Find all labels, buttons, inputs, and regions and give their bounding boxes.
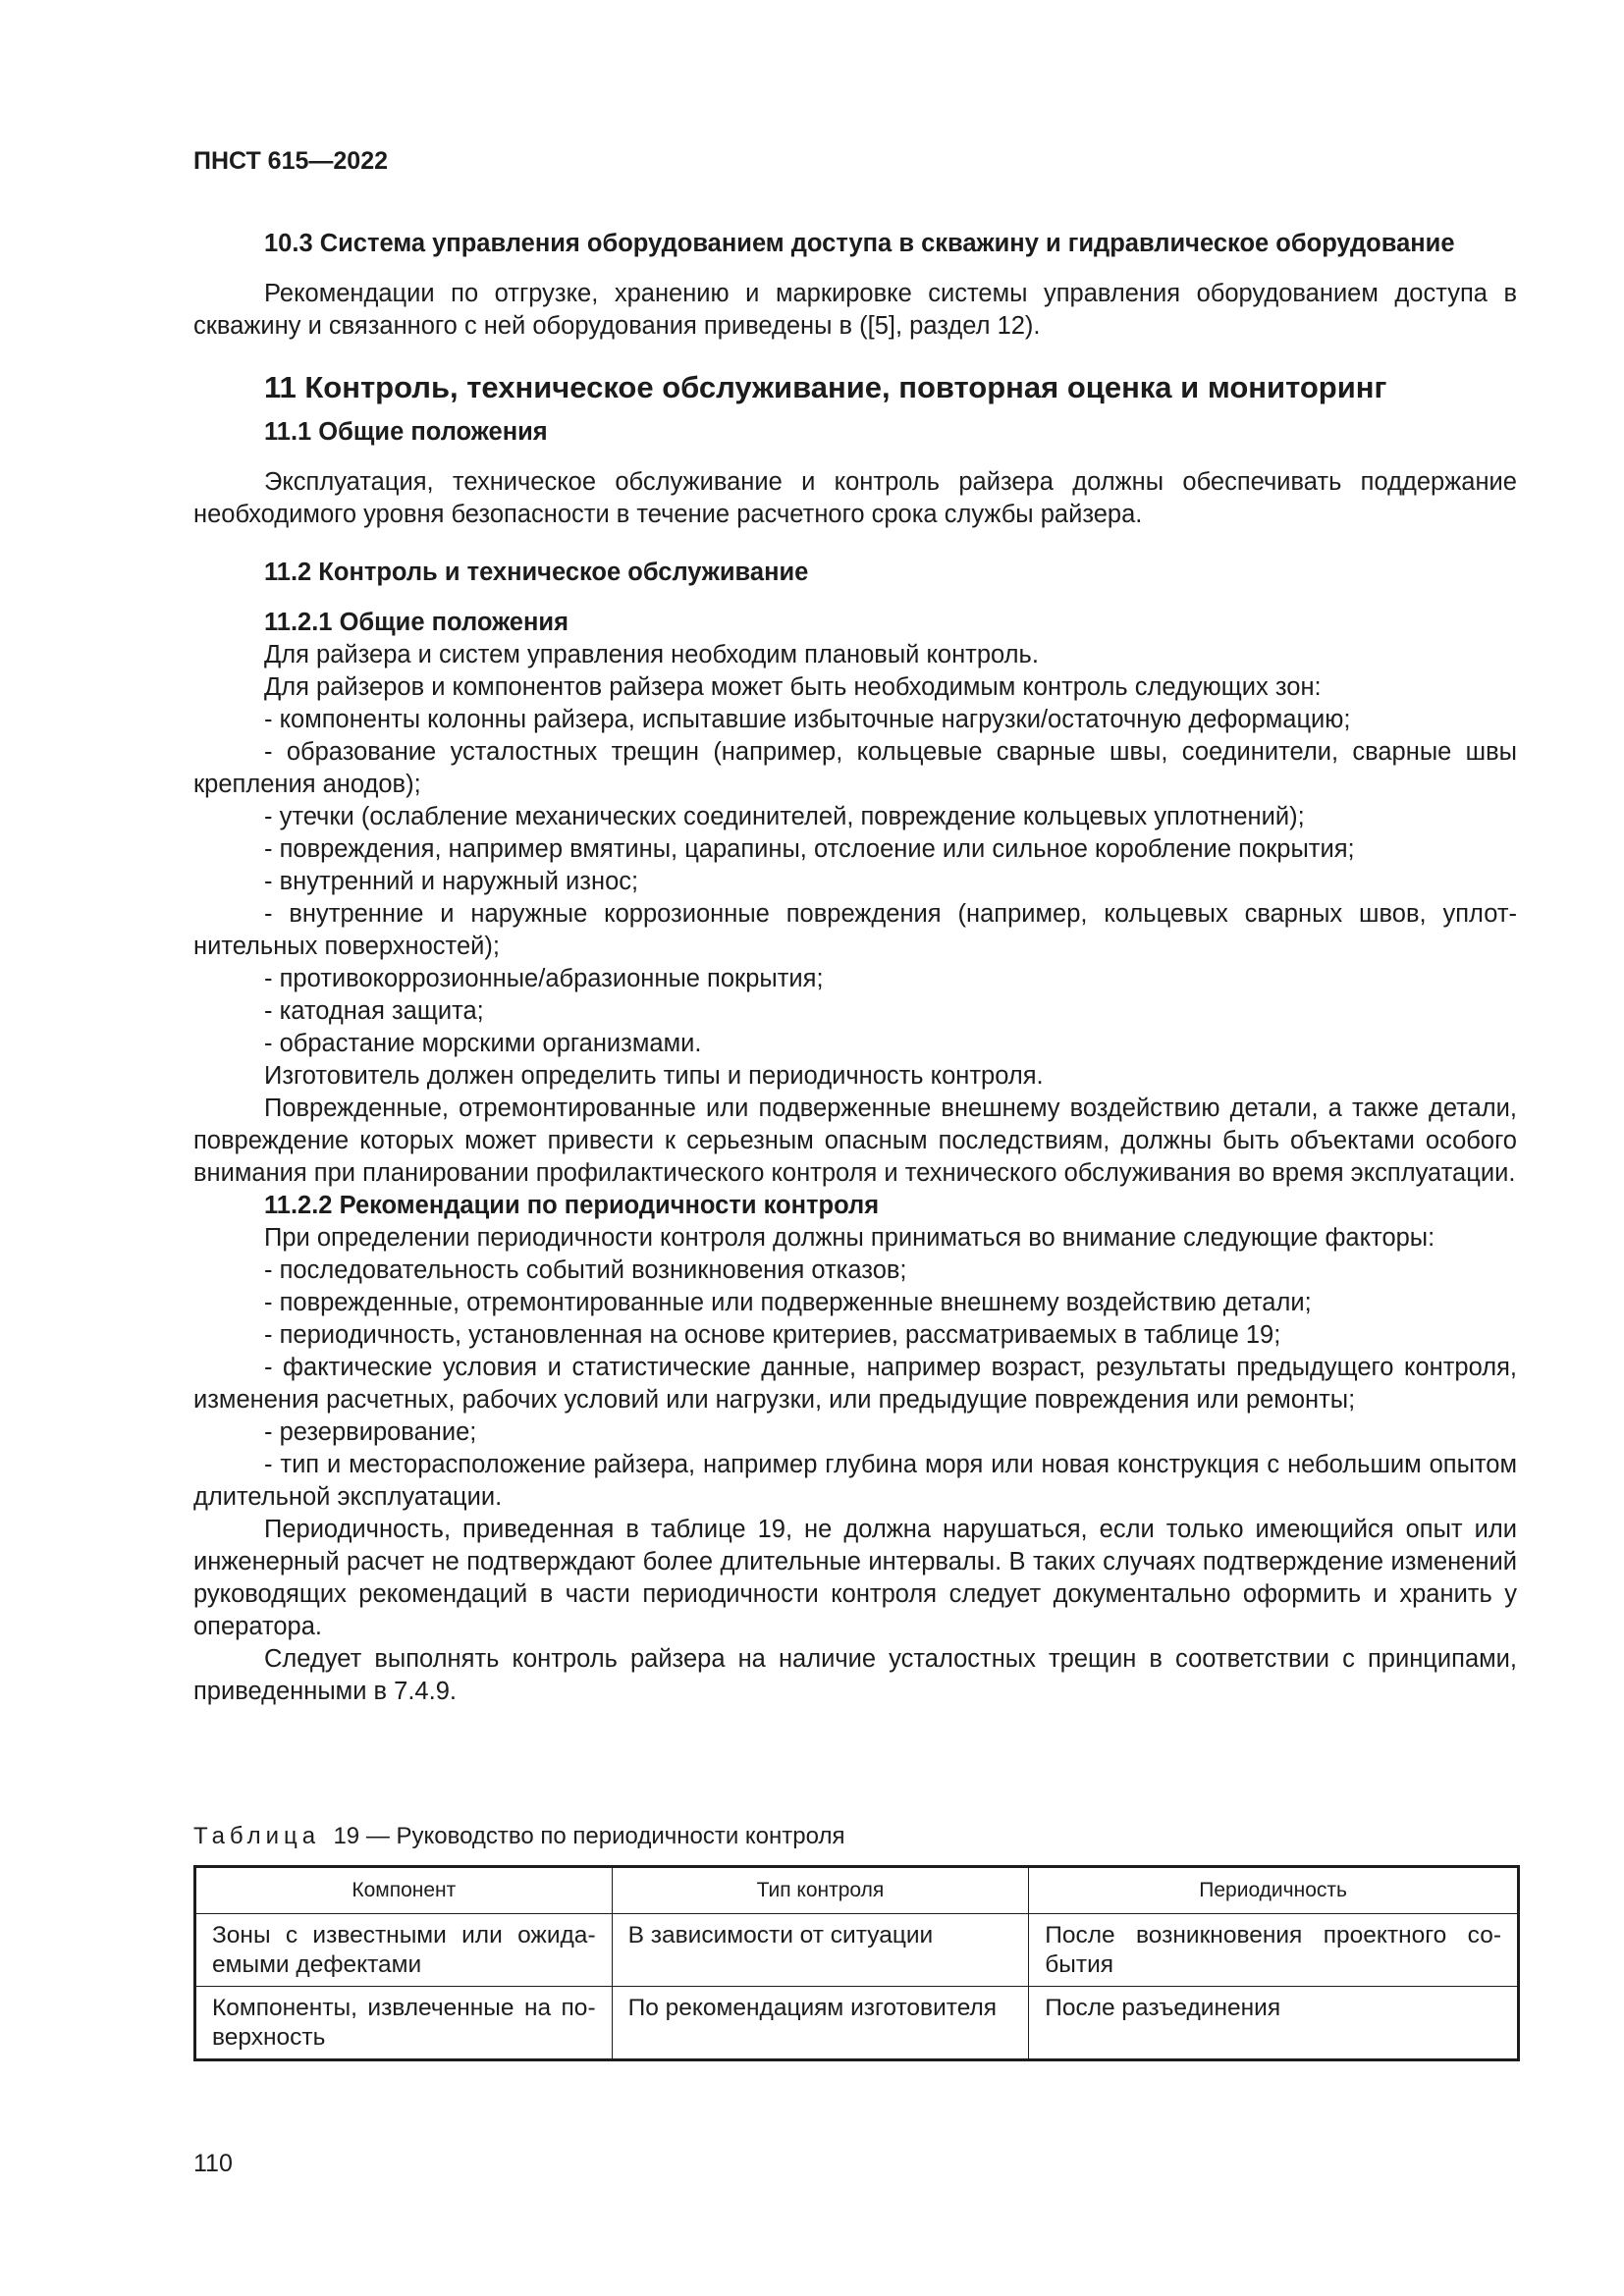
list-item: - поврежденные, отремонтированные или подверженные внешнему воздействию детали; [264, 1289, 1312, 1316]
list-item: - внутренний и наружный износ; [264, 868, 639, 895]
section-11-2-heading: 11.2 Контроль и техническое обслуживание [264, 559, 809, 586]
list-item: - периодичность, установленная на основе критериев, рассматриваемых в таблице 19; [264, 1321, 1281, 1349]
document-header: ПНСТ 615—2022 [193, 147, 388, 175]
list-item: - противокоррозионные/абразионные покрытия; [264, 965, 824, 992]
document-body [193, 228, 1517, 1708]
page-number: 110 [193, 2150, 233, 2177]
table-cell: Зоны с известными или ожидаемыми дефектами [195, 1914, 613, 1987]
column-header: Компонент [195, 1867, 613, 1914]
paragraph: Периодичность, приведенная в таблице 19, не должна нарушаться, если только имеющийся опыт или инженерный расчет не подтверждают более длительные интервалы. В таких случаях подтверждение изменений руководящих рекомендаций в части периодичности контроля следует документально оформить и хранить у оператора. [193, 1516, 1517, 1640]
column-header: Периодичность [1029, 1867, 1519, 1914]
list-item: - образование усталостных трещин (например, кольцевые сварные швы, соединители, сварные швы крепления анодов); [193, 738, 1517, 798]
paragraph: Изготовитель должен определить типы и периодичность контроля. [264, 1062, 1044, 1090]
section-11-1-heading: 11.1 Общие положения [264, 418, 548, 446]
table-caption-label: Таблица [193, 1823, 321, 1849]
list-item: - катодная защита; [264, 997, 484, 1025]
paragraph: Следует выполнять контроль райзера на наличие усталостных трещин в соответствии с принципами, приведенными в 7.4.9. [193, 1645, 1517, 1705]
list-item: - повреждения, например вмятины, царапины, отслоение или сильное коробление покрытия; [264, 835, 1355, 863]
list-item: - компоненты колонны райзера, испытавшие избыточные нагрузки/остаточную деформацию; [264, 706, 1351, 733]
table-header-row [195, 1867, 1519, 1914]
paragraph: Поврежденные, отремонтированные или подверженные внешнему воздействию детали, а также детали, повреждение которых может привести к серьезным опасным последствиям, должны быть объектами особого внимания при планировании профилактического контроля и технического обслуживания во время эксплуатации. [193, 1095, 1517, 1187]
list-item: - внутренние и наружные коррозионные повреждения (например, кольцевых сварных швов, уплотнительных поверхностей); [193, 900, 1517, 960]
section-11-2-1-heading: 11.2.1 Общие положения [264, 609, 568, 636]
section-11-1-paragraph: Эксплуатация, техническое обслуживание и контроль райзера должны обеспечивать поддержание необходимого уровня безопасности в течение расчетного срока службы райзера. [193, 468, 1517, 528]
list-item: - резервирование; [264, 1418, 477, 1446]
table-cell: Компоненты, извлеченные на поверхность [195, 1987, 613, 2060]
list-item: - утечки (ослабление механических соединителей, повреждение кольцевых уплотнений); [264, 803, 1305, 830]
table-cell: В зависимости от ситуации [612, 1914, 1029, 1987]
table-caption [193, 1822, 844, 1851]
paragraph: Для райзеров и компонентов райзера может быть необходимым контроль следующих зон: [264, 673, 1322, 701]
section-10-3-paragraph: Рекомендации по отгрузке, хранению и маркировке системы управления оборудованием доступа в скважину и связанного с ней оборудования приведены в ([5], раздел 12). [193, 280, 1517, 340]
list-item: - последовательность событий возникновения отказов; [264, 1256, 907, 1284]
table-row [195, 1914, 1519, 1987]
table-caption-text: 19 — Руководство по периодичности контроля [333, 1823, 845, 1849]
table-cell: После разъединения [1029, 1987, 1519, 2060]
list-item: - тип и месторасположение райзера, например глубина моря или новая конструкция с небольшим опытом длительной эксплуатации. [193, 1451, 1517, 1511]
paragraph: При определении периодичности контроля должны приниматься во внимание следующие факторы: [264, 1224, 1435, 1252]
table-cell: По рекомендациям изготовителя [612, 1987, 1029, 2060]
list-item: - обрастание морскими организмами. [264, 1030, 702, 1057]
list-item: - фактические условия и статистические данные, например возраст, результаты предыдущего контроля, изменения расчетных, рабочих условий или нагрузки, или предыдущие повреждения или ремонты; [193, 1354, 1517, 1414]
section-10-3-heading: 10.3 Система управления оборудованием доступа в скважину и гидравлическое оборудование [264, 230, 1455, 257]
section-11-heading: 11 Контроль, техническое обслуживание, повторная оценка и мониторинг [264, 370, 1387, 404]
paragraph: Для райзера и систем управления необходим плановый контроль. [264, 641, 1039, 668]
table-cell: После возникновения проектного события [1029, 1914, 1519, 1987]
column-header: Тип контроля [612, 1867, 1029, 1914]
inspection-periodicity-table [193, 1865, 1520, 2061]
table-row [195, 1987, 1519, 2060]
section-11-2-2-heading: 11.2.2 Рекомендации по периодичности контроля [264, 1192, 880, 1219]
